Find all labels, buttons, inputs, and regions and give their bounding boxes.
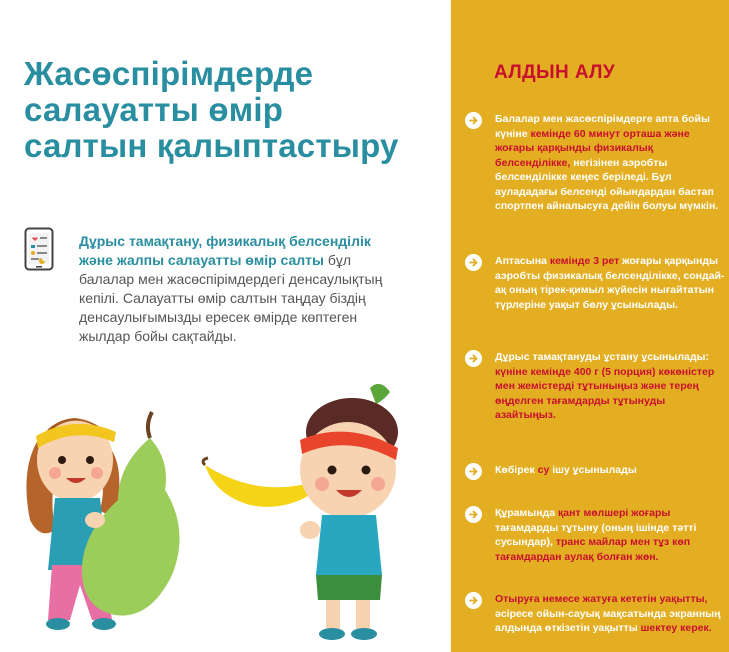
- intro-text: бұл балалар мен жасөспірімдердегі денсаулықтың кепілі. Салауатты өмір салтын таңдау біздің денсаулығымызды ересек өмірде көптеген жылдар бойы сақтайды.: [79, 252, 383, 344]
- arrow-right-icon: [465, 463, 482, 480]
- item-text-part: Балалар мен жасөспірімдерге апта бойы күніне: [495, 113, 710, 140]
- item-text-part: Көбірек: [495, 464, 538, 476]
- item-highlight: су: [537, 464, 550, 476]
- item-highlight: кемінде 3 рет: [549, 255, 620, 267]
- item-highlight: күніне кемінде 400 г (5 порция) көкөністер мен жемістерді тұтыныңыз және терең өңделген тағамдарды тұтынуды азайтыңыз.: [495, 365, 715, 421]
- item-text-part: әсіресе ойын-сауық мақсатында экранның алдында өткізетін уақытты: [495, 607, 721, 634]
- item-highlight: транс майлар мен тұз көп тағамдардан аулақ болған жөн.: [495, 536, 691, 563]
- girl-with-pear-image: [26, 412, 179, 630]
- prevention-panel: [451, 0, 729, 652]
- arrow-right-icon: [465, 350, 482, 367]
- item-text-part: жоғары қарқынды аэробты физикалық белсенділікке, сондай-ақ оның тірек-қимыл жүйесін нығайтатын түрлеріне уақыт бөлу ұсынылады.: [495, 255, 725, 311]
- prevention-item-text: [495, 254, 727, 312]
- prevention-item-text: [495, 463, 727, 478]
- kids-illustration: [0, 370, 450, 652]
- title-line-2: салауатты өмір: [24, 91, 284, 128]
- boy-with-banana-image: [203, 384, 398, 640]
- prevention-item-text: [495, 112, 727, 214]
- intro-paragraph: [79, 232, 401, 346]
- arrow-right-icon: [465, 254, 482, 271]
- intro-highlight: Дұрыс тамақтану, физикалық белсенділік және жалпы салауатты өмір салты: [79, 233, 371, 268]
- prevention-item-text: [495, 350, 727, 423]
- item-text-part: Аптасына: [495, 255, 550, 267]
- item-text-part: ішу ұсынылады: [549, 464, 637, 476]
- title-line-3: салтын қалыптастыру: [24, 127, 399, 164]
- prevention-title: АЛДЫН АЛУ: [494, 62, 616, 83]
- item-text-part: Құрамында: [495, 507, 558, 519]
- arrow-right-icon: [465, 112, 482, 129]
- item-highlight: Отыруға немесе жатуға кететін уақытты,: [495, 593, 708, 605]
- arrow-right-icon: [465, 592, 482, 609]
- item-text-part: Дұрыс тамақтануды ұстану ұсынылады:: [495, 351, 709, 363]
- item-text-part: негізінен аэробты белсенділікке кеңес беріледі. Бұл аулададағы белсенді ойындардан бастап спортпен айналысуға дейін болуы мүмкін.: [495, 156, 719, 212]
- item-highlight: қант мөлшері жоғары: [558, 507, 671, 519]
- item-text-part: тағамдарды тұтыну (оның ішінде тәтті сусындар),: [495, 521, 697, 548]
- prevention-item-text: [495, 506, 727, 564]
- item-highlight: шектеу керек.: [640, 622, 712, 634]
- arrow-right-icon: [465, 506, 482, 523]
- page-title: [24, 56, 444, 164]
- item-highlight: кемінде 60 минут орташа және жоғары қарқынды физикалық белсенділікке,: [495, 127, 690, 169]
- phone-app-icon: [24, 227, 54, 271]
- title-line-1: Жасөспірімдерде: [24, 55, 314, 92]
- prevention-item-text: [495, 592, 727, 636]
